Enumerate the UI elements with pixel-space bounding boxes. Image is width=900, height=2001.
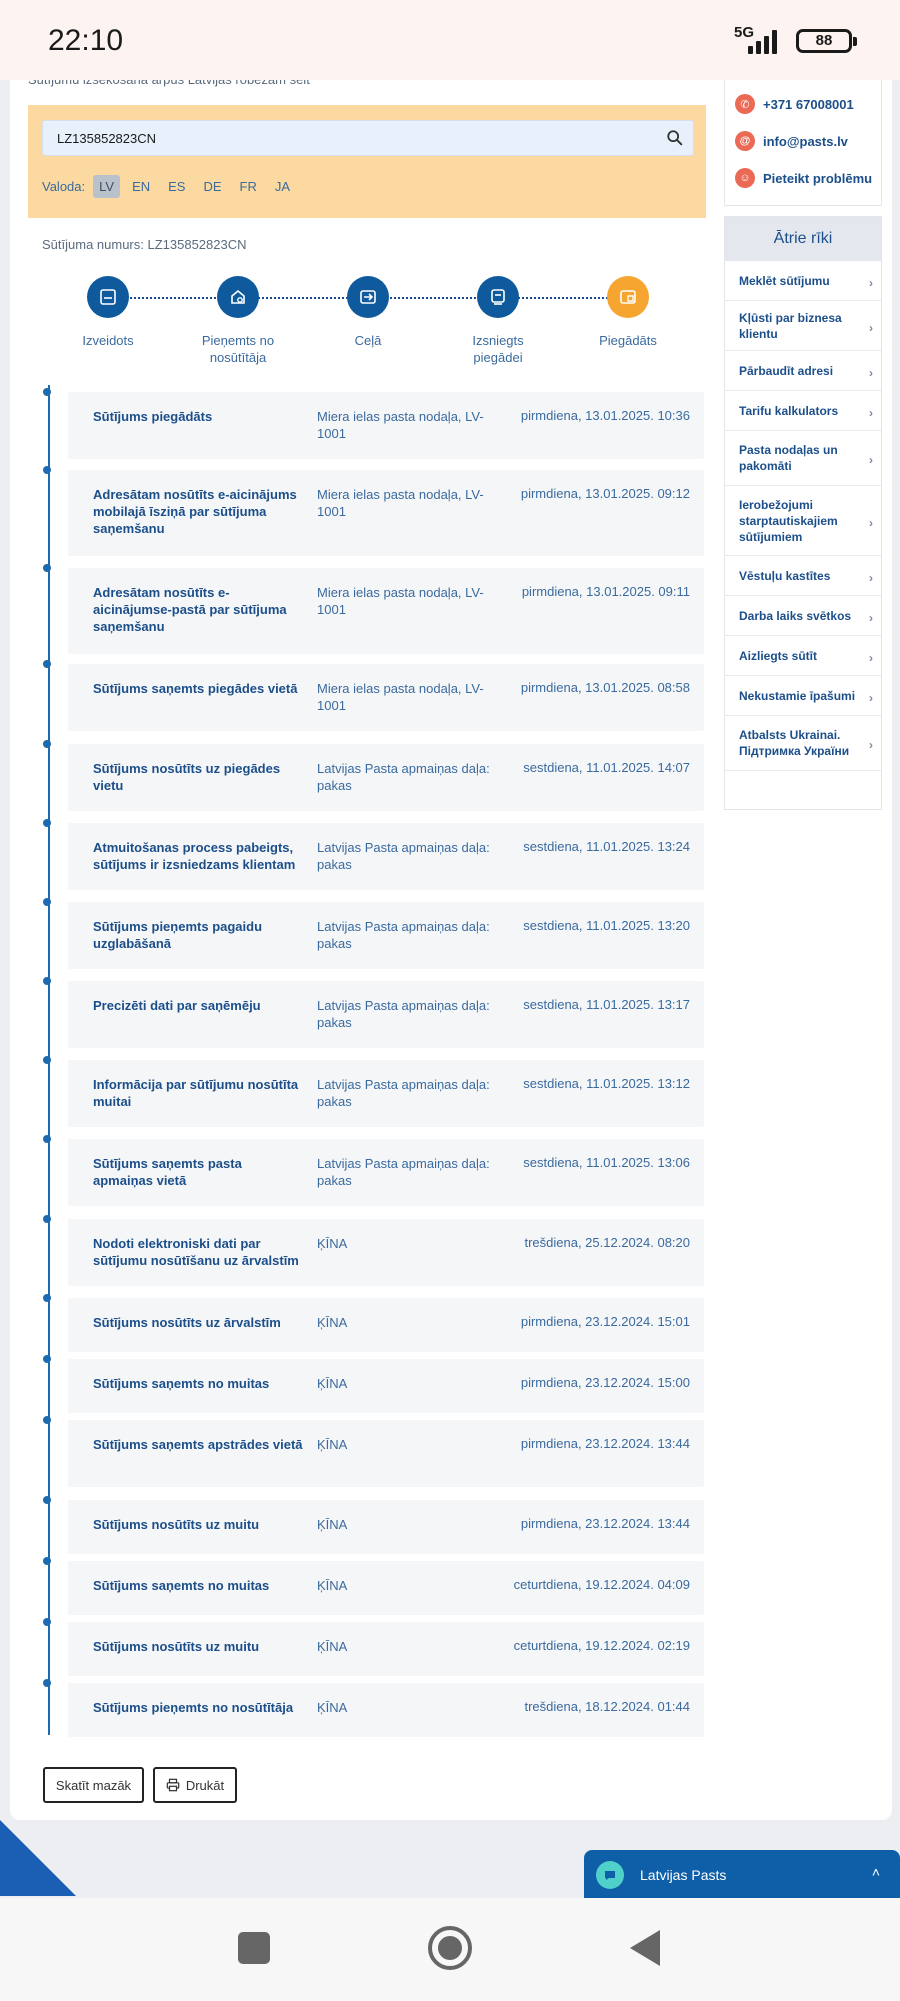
event-title: Sūtījums saņemts no muitas — [93, 1376, 270, 1391]
chevron-right-icon: › — [869, 453, 873, 467]
timeline-dot — [43, 1215, 51, 1223]
quick-tool-label: Pasta nodaļas un pakomāti — [739, 443, 838, 473]
event-place: Latvijas Pasta apmaiņas daļa: pakas — [317, 998, 490, 1030]
status-time: 22:10 — [48, 24, 124, 57]
timeline-dot — [43, 1557, 51, 1565]
search-panel — [28, 105, 706, 218]
quick-tool-item[interactable] — [725, 351, 881, 391]
search-icon[interactable] — [666, 129, 684, 147]
event-row — [68, 981, 704, 1048]
event-row — [68, 902, 704, 969]
show-less-label: Skatīt mazāk — [55, 1777, 132, 1793]
recents-button[interactable] — [238, 1932, 270, 1964]
event-place: ĶĪNA — [317, 1639, 348, 1654]
event-row — [68, 1139, 704, 1206]
event-place: ĶĪNA — [317, 1236, 348, 1251]
delivered-icon — [607, 276, 649, 318]
quick-tool-label: Kļūsti par biznesa klientu — [739, 310, 842, 341]
chat-widget[interactable] — [584, 1850, 900, 1900]
quick-tool-item[interactable] — [725, 556, 881, 596]
chat-icon — [596, 1861, 624, 1889]
event-place: Latvijas Pasta apmaiņas daļa: pakas — [317, 1156, 490, 1188]
timeline-dot — [43, 1294, 51, 1302]
event-date: pirmdiena, 13.01.2025. 10:36 — [520, 408, 690, 423]
timeline-dot — [43, 1618, 51, 1626]
timeline-dot — [43, 819, 51, 827]
quick-tool-label: Aizliegts sūtīt — [739, 648, 818, 663]
accepted-icon — [217, 276, 259, 318]
step-in-transit — [320, 276, 416, 349]
chevron-right-icon: › — [869, 365, 873, 380]
event-date: trešdiena, 25.12.2024. 08:20 — [524, 1235, 690, 1250]
timeline-dot — [43, 1496, 51, 1504]
phone-icon: ✆ — [735, 94, 755, 114]
lang-ja[interactable]: JA — [274, 179, 291, 194]
timeline-dot — [43, 1416, 51, 1424]
lang-es[interactable]: ES — [168, 179, 186, 194]
timeline-dot — [43, 1355, 51, 1363]
event-title: Sūtījums nosūtīts uz ārvalstīm — [93, 1315, 281, 1330]
back-button[interactable] — [630, 1930, 660, 1966]
print-button[interactable] — [153, 1767, 237, 1803]
event-place: ĶĪNA — [317, 1578, 348, 1593]
parcel-number: Sūtījuma numurs: LZ135852823CN — [42, 237, 247, 252]
event-title: Sūtījums nosūtīts uz muitu — [93, 1639, 260, 1654]
event-row — [68, 1298, 704, 1352]
event-title: Informācija par sūtījumu nosūtīta muitai — [93, 1077, 299, 1109]
event-date: pirmdiena, 23.12.2024. 13:44 — [520, 1436, 690, 1451]
quick-tool-item[interactable] — [725, 676, 881, 716]
step-label: Pieņemts no nosūtītāja — [201, 333, 275, 365]
email-icon: @ — [735, 131, 755, 151]
progress-steps — [60, 276, 680, 376]
event-row — [68, 664, 704, 731]
contact-box — [724, 60, 882, 206]
quick-tool-label: Darba laiks svētkos — [739, 608, 852, 623]
event-place: Miera ielas pasta nodaļa, LV-1001 — [317, 681, 484, 713]
quick-tool-label: Tarifu kalkulators — [739, 403, 839, 418]
quick-tool-item[interactable] — [725, 301, 881, 351]
timeline-dot — [43, 466, 51, 474]
event-date: sestdiena, 11.01.2025. 13:12 — [523, 1076, 690, 1091]
battery-icon: 88 — [796, 29, 852, 53]
event-title: Atmuitošanas process pabeigts, sūtījums ir izsniedzams klientam — [93, 840, 296, 872]
step-label: Izsniegts piegādei — [472, 333, 524, 365]
chevron-right-icon: › — [869, 320, 873, 335]
event-row — [68, 1359, 704, 1413]
event-title: Nodoti elektroniski dati par sūtījumu nosūtīšanu uz ārvalstīm — [93, 1236, 299, 1268]
event-row — [68, 568, 704, 654]
email-address: info@pasts.lv — [763, 133, 848, 149]
android-nav-bar — [0, 1898, 900, 2001]
show-less-button[interactable] — [43, 1767, 144, 1803]
quick-tool-item[interactable] — [725, 596, 881, 636]
quick-tool-item[interactable] — [725, 261, 881, 301]
event-title: Sūtījums saņemts apstrādes vietā — [93, 1437, 303, 1452]
event-row — [68, 1060, 704, 1127]
step-accepted — [190, 276, 286, 366]
event-date: ceturtdiena, 19.12.2024. 04:09 — [513, 1577, 690, 1592]
quick-tool-label: Meklēt sūtījumu — [739, 273, 830, 288]
quick-tools-list — [725, 261, 881, 771]
signal-icon — [748, 28, 777, 54]
chevron-right-icon: › — [869, 738, 873, 752]
event-row — [68, 823, 704, 890]
event-place: Latvijas Pasta apmaiņas daļa: pakas — [317, 840, 490, 872]
timeline-dot — [43, 740, 51, 748]
event-date: pirmdiena, 23.12.2024. 13:44 — [520, 1516, 690, 1531]
event-place: Miera ielas pasta nodaļa, LV-1001 — [317, 487, 484, 519]
chevron-right-icon: › — [869, 515, 873, 530]
event-place: ĶĪNA — [317, 1315, 348, 1330]
quick-tool-item[interactable] — [725, 391, 881, 431]
language-label: Valoda: — [42, 179, 86, 194]
in-transit-icon — [347, 276, 389, 318]
report-label: Pieteikt problēmu — [763, 170, 873, 186]
event-title: Sūtījums saņemts piegādes vietā — [93, 681, 298, 696]
event-date: pirmdiena, 13.01.2025. 09:12 — [520, 486, 690, 501]
quick-tool-item[interactable] — [725, 431, 881, 486]
timeline-dot — [43, 1135, 51, 1143]
chevron-right-icon: › — [869, 570, 873, 585]
event-date: pirmdiena, 23.12.2024. 15:00 — [520, 1375, 690, 1390]
event-date: sestdiena, 11.01.2025. 13:20 — [523, 918, 690, 933]
event-place: ĶĪNA — [317, 1376, 348, 1391]
event-row — [68, 392, 704, 459]
language-selector — [42, 175, 296, 198]
timeline-dot — [43, 977, 51, 985]
event-row — [68, 1622, 704, 1676]
chevron-right-icon: › — [869, 275, 873, 290]
quick-tools-title: Ātrie rīki — [725, 217, 881, 261]
step-label: Ceļā — [354, 333, 382, 348]
phone-number: +371 67008001 — [763, 96, 854, 112]
event-date: sestdiena, 11.01.2025. 13:24 — [523, 839, 690, 854]
quick-tool-label: Pārbaudīt adresi — [739, 363, 834, 378]
event-row — [68, 470, 704, 556]
quick-tool-item[interactable] — [725, 486, 881, 556]
timeline-dot — [43, 564, 51, 572]
event-title: Sūtījums piegādāts — [93, 409, 213, 424]
event-title: Sūtījums nosūtīts uz piegādes vietu — [93, 761, 281, 793]
chevron-up-icon[interactable]: ˄ — [871, 1864, 880, 1880]
step-out-for-delivery — [450, 276, 546, 366]
quick-tools-panel — [724, 216, 882, 810]
quick-tool-label: Atbalsts Ukrainai. Підтримка України — [739, 728, 850, 758]
event-title: Adresātam nosūtīts e-aicinājums mobilajā īsziņā par sūtījuma saņemšanu — [93, 487, 297, 536]
chevron-right-icon: › — [869, 690, 873, 705]
event-place: ĶĪNA — [317, 1437, 348, 1452]
event-row — [68, 1219, 704, 1286]
event-place: Latvijas Pasta apmaiņas daļa: pakas — [317, 919, 490, 951]
event-date: pirmdiena, 13.01.2025. 09:11 — [521, 584, 690, 599]
event-title: Precizēti dati par saņēmēju — [93, 998, 261, 1013]
event-title: Adresātam nosūtīts e-aicinājumse-pastā par sūtījuma saņemšanu — [93, 585, 287, 634]
lang-fr[interactable]: FR — [239, 179, 257, 194]
timeline-dot — [43, 1056, 51, 1064]
event-row — [68, 1500, 704, 1554]
event-date: pirmdiena, 23.12.2024. 15:01 — [520, 1314, 690, 1329]
printer-icon — [166, 1778, 180, 1792]
event-place: Miera ielas pasta nodaļa, LV-1001 — [317, 409, 484, 441]
print-label: Drukāt — [185, 1777, 225, 1793]
event-title: Sūtījums pieņemts pagaidu uzglabāšanā — [93, 919, 263, 951]
step-created — [60, 276, 156, 349]
event-row — [68, 1561, 704, 1615]
event-title: Sūtījums nosūtīts uz muitu — [93, 1517, 260, 1532]
event-date: ceturtdiena, 19.12.2024. 02:19 — [513, 1638, 690, 1653]
event-date: sestdiena, 11.01.2025. 13:17 — [523, 997, 690, 1012]
event-place: ĶĪNA — [317, 1517, 348, 1532]
quick-tool-item[interactable] — [725, 636, 881, 676]
timeline-dot — [43, 898, 51, 906]
corner-decoration — [0, 1820, 76, 1896]
out-for-delivery-icon — [477, 276, 519, 318]
chevron-right-icon: › — [869, 405, 873, 420]
event-row — [68, 744, 704, 811]
chevron-right-icon: › — [869, 650, 873, 665]
event-date: sestdiena, 11.01.2025. 14:07 — [523, 760, 690, 775]
step-delivered — [580, 276, 676, 349]
quick-tool-item[interactable] — [725, 716, 881, 771]
timeline-dot — [43, 388, 51, 396]
event-date: trešdiena, 18.12.2024. 01:44 — [524, 1699, 690, 1714]
step-label: Piegādāts — [599, 333, 657, 348]
step-label: Izveidots — [82, 333, 134, 348]
quick-tool-label: Nekustamie īpašumi — [739, 688, 856, 703]
event-place: Miera ielas pasta nodaļa, LV-1001 — [317, 585, 484, 617]
quick-tool-label: Vēstuļu kastītes — [739, 568, 831, 583]
report-icon: ☺ — [735, 168, 755, 188]
contact-email[interactable] — [735, 131, 848, 151]
tracking-search-input[interactable] — [42, 120, 694, 156]
quick-tool-label: Ierobežojumi starptautiskajiem sūtījumiem — [739, 497, 838, 544]
event-title: Sūtījums saņemts no muitas — [93, 1578, 270, 1593]
timeline-dot — [43, 1679, 51, 1687]
created-icon — [87, 276, 129, 318]
event-place: Latvijas Pasta apmaiņas daļa: pakas — [317, 761, 490, 793]
lang-de[interactable]: DE — [203, 179, 222, 194]
chevron-right-icon: › — [869, 610, 873, 625]
event-title: Sūtījums pieņemts no nosūtītāja — [93, 1700, 294, 1715]
home-button[interactable] — [428, 1926, 472, 1970]
event-place: ĶĪNA — [317, 1700, 348, 1715]
event-row — [68, 1420, 704, 1487]
lang-en[interactable]: EN — [132, 179, 151, 194]
event-title: Sūtījums saņemts pasta apmaiņas vietā — [93, 1156, 242, 1188]
contact-phone[interactable] — [735, 94, 854, 114]
chat-label: Latvijas Pasts — [640, 1867, 727, 1883]
event-date: sestdiena, 11.01.2025. 13:06 — [523, 1155, 690, 1170]
network-type: 5G — [734, 24, 755, 41]
event-row — [68, 1683, 704, 1737]
contact-report[interactable] — [735, 168, 872, 188]
event-place: Latvijas Pasta apmaiņas daļa: pakas — [317, 1077, 490, 1109]
status-bar — [0, 0, 900, 80]
lang-lv[interactable]: LV — [93, 175, 120, 198]
event-date: pirmdiena, 13.01.2025. 08:58 — [520, 680, 690, 695]
timeline-dot — [43, 660, 51, 668]
